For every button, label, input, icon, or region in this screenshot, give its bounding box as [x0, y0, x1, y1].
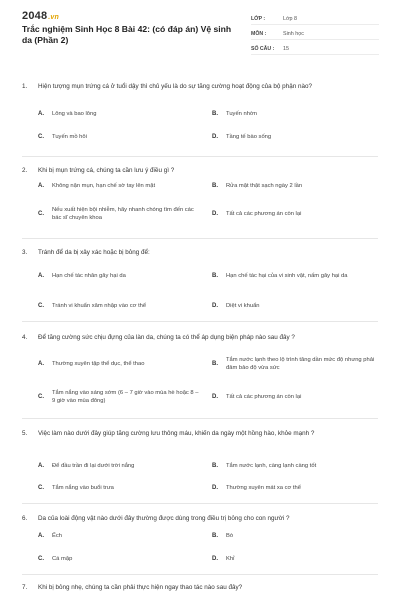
question-1-option-b[interactable]	[212, 110, 377, 118]
option-text: Tất cả các phương án còn lại	[226, 211, 302, 217]
page-header	[0, 0, 400, 62]
option-text: Tuyến nhờn	[226, 111, 257, 117]
question-1-option-c[interactable]	[38, 133, 203, 141]
question-2-option-d[interactable]	[212, 210, 377, 218]
option-letter: A.	[38, 273, 44, 279]
question-number: 4.	[22, 334, 28, 341]
meta-class-label: LỚP :	[251, 16, 266, 22]
option-text: Tắm nước lạnh theo lộ trình tăng dần mức độ nhưng phải đảm bảo độ vừa sức	[226, 357, 375, 371]
option-letter: D.	[212, 394, 218, 400]
option-letter: D.	[212, 485, 218, 491]
option-letter: C.	[38, 211, 44, 217]
option-letter: D.	[212, 556, 218, 562]
page-title: Trắc nghiệm Sinh Học 8 Bài 42: (có đáp án) Vệ sinh da (Phần 2)	[22, 24, 232, 45]
option-text: Tắm nước lạnh, càng lạnh càng tốt	[226, 463, 317, 469]
question-text: Tránh để da bị xây xác hoặc bị bỏng để:	[38, 249, 150, 256]
option-letter: B.	[212, 361, 218, 367]
meta-class-row	[251, 14, 379, 25]
option-text: Hạn chế tác hại của vi sinh vật, nấm gây hại da	[226, 273, 348, 279]
question-6-option-c[interactable]	[38, 555, 203, 563]
option-letter: B.	[212, 463, 218, 469]
question-2-option-b[interactable]	[212, 182, 377, 190]
option-letter: B.	[212, 183, 218, 189]
question-text: Hiện tượng mụn trứng cá ở tuổi dậy thì chủ yếu là do sự tăng cường hoạt động của bộ phận nào?	[38, 83, 312, 90]
option-letter: D.	[212, 134, 218, 140]
meta-count-row	[251, 44, 379, 55]
option-letter: A.	[38, 463, 44, 469]
option-text: Tắm nắng vào sáng sớm (6 – 7 giờ vào mùa hè hoặc 8 – 9 giờ vào mùa đông)	[52, 390, 199, 404]
option-text: Không nặn mụn, hạn chế sờ tay lên mặt	[52, 183, 156, 189]
question-text: Để tăng cường sức chịu đựng của làn da, chúng ta có thể áp dụng biện pháp nào sau đây ?	[38, 334, 295, 341]
question-1-option-a[interactable]	[38, 110, 203, 118]
question-3-option-c[interactable]	[38, 302, 203, 310]
option-text: Diệt vi khuẩn	[226, 303, 260, 309]
option-text: Khỉ	[226, 556, 235, 562]
meta-class-value: Lớp 8	[283, 16, 298, 22]
option-letter: A.	[38, 111, 44, 117]
question-5-option-a[interactable]	[38, 462, 203, 470]
option-text: Tắm nắng vào buổi trưa	[52, 485, 114, 491]
option-text: Tránh vi khuẩn xâm nhập vào cơ thể	[52, 303, 147, 309]
option-text: Lông và bao lông	[52, 111, 97, 117]
question-text: Khi bị mụn trứng cá, chúng ta cần lưu ý điều gì ?	[38, 167, 175, 174]
option-letter: B.	[212, 111, 218, 117]
meta-subject-value: Sinh học	[283, 31, 304, 37]
option-text: Để đầu trần đi lại dưới trời nắng	[52, 463, 135, 469]
question-5-option-c[interactable]	[38, 484, 203, 492]
question-text: Việc làm nào dưới đây giúp tăng cường lưu thông máu, khiến da ngày một hồng hào, khỏe mạnh ?	[38, 430, 315, 437]
meta-count-value: 15	[283, 46, 289, 52]
option-text: Thường xuyên tập thể dục, thể thao	[52, 361, 145, 367]
question-divider	[22, 156, 378, 157]
question-divider	[22, 574, 378, 575]
meta-subject-row	[251, 29, 379, 40]
question-3-option-a[interactable]	[38, 272, 203, 280]
logo-suffix: .vn	[48, 14, 59, 21]
logo-number: 2048	[22, 10, 48, 22]
question-6-option-b[interactable]	[212, 532, 377, 540]
option-text: Tầng tế bào sống	[226, 134, 272, 140]
option-letter: C.	[38, 134, 44, 140]
option-text: Bò	[226, 533, 234, 539]
question-3-option-d[interactable]	[212, 302, 377, 310]
option-letter: B.	[212, 273, 218, 279]
question-number: 6.	[22, 515, 28, 522]
option-letter: A.	[38, 183, 44, 189]
option-letter: D.	[212, 303, 218, 309]
question-number: 2.	[22, 167, 28, 174]
question-4-option-d[interactable]	[212, 393, 377, 401]
question-6-option-d[interactable]	[212, 555, 377, 563]
option-letter: A.	[38, 361, 44, 367]
option-text: Rửa mặt thật sạch ngày 2 lần	[226, 183, 303, 189]
question-text: Da của loài động vật nào dưới đây thường được dùng trong điều trị bỏng cho con người ?	[38, 515, 290, 522]
question-5-option-b[interactable]	[212, 462, 377, 470]
option-text: Nếu xuất hiện bội nhiễm, hãy nhanh chóng tìm đến các bác sĩ chuyên khoa	[52, 207, 194, 221]
option-letter: C.	[38, 303, 44, 309]
option-letter: A.	[38, 533, 44, 539]
option-letter: D.	[212, 211, 218, 217]
question-number: 7.	[22, 584, 28, 591]
question-1-option-d[interactable]	[212, 133, 377, 141]
question-4-option-c[interactable]	[38, 389, 203, 405]
option-letter: C.	[38, 394, 44, 400]
question-3-option-b[interactable]	[212, 272, 377, 280]
question-number: 1.	[22, 83, 28, 90]
option-letter: B.	[212, 533, 218, 539]
option-text: Ếch	[52, 533, 62, 539]
option-text: Cá mập	[52, 556, 73, 562]
option-text: Hạn chế tác nhân gây hại da	[52, 273, 126, 279]
question-divider	[22, 418, 378, 419]
option-letter: C.	[38, 556, 44, 562]
question-number: 5.	[22, 430, 28, 437]
meta-count-label: SỐ CÂU :	[251, 46, 275, 52]
option-text: Thường xuyên mát xa cơ thể	[226, 485, 301, 491]
option-text: Tuyến mồ hôi	[52, 134, 87, 140]
question-text: Khi bị bỏng nhẹ, chúng ta cần phải thực hiện ngay thao tác nào sau đây?	[38, 584, 243, 591]
meta-subject-label: MÔN :	[251, 31, 267, 37]
question-6-option-a[interactable]	[38, 532, 203, 540]
option-letter: C.	[38, 485, 44, 491]
question-2-option-c[interactable]	[38, 206, 203, 222]
option-text: Tất cả các phương án còn lại	[226, 394, 302, 400]
quiz-meta	[251, 14, 379, 59]
question-number: 3.	[22, 249, 28, 256]
question-5-option-d[interactable]	[212, 484, 377, 492]
question-divider	[22, 238, 378, 239]
question-2-option-a[interactable]	[38, 182, 203, 190]
question-4-option-a[interactable]	[38, 360, 203, 368]
question-divider	[22, 503, 378, 504]
question-4-option-b[interactable]	[212, 356, 377, 372]
question-divider	[22, 321, 378, 322]
site-logo[interactable]	[22, 10, 59, 22]
